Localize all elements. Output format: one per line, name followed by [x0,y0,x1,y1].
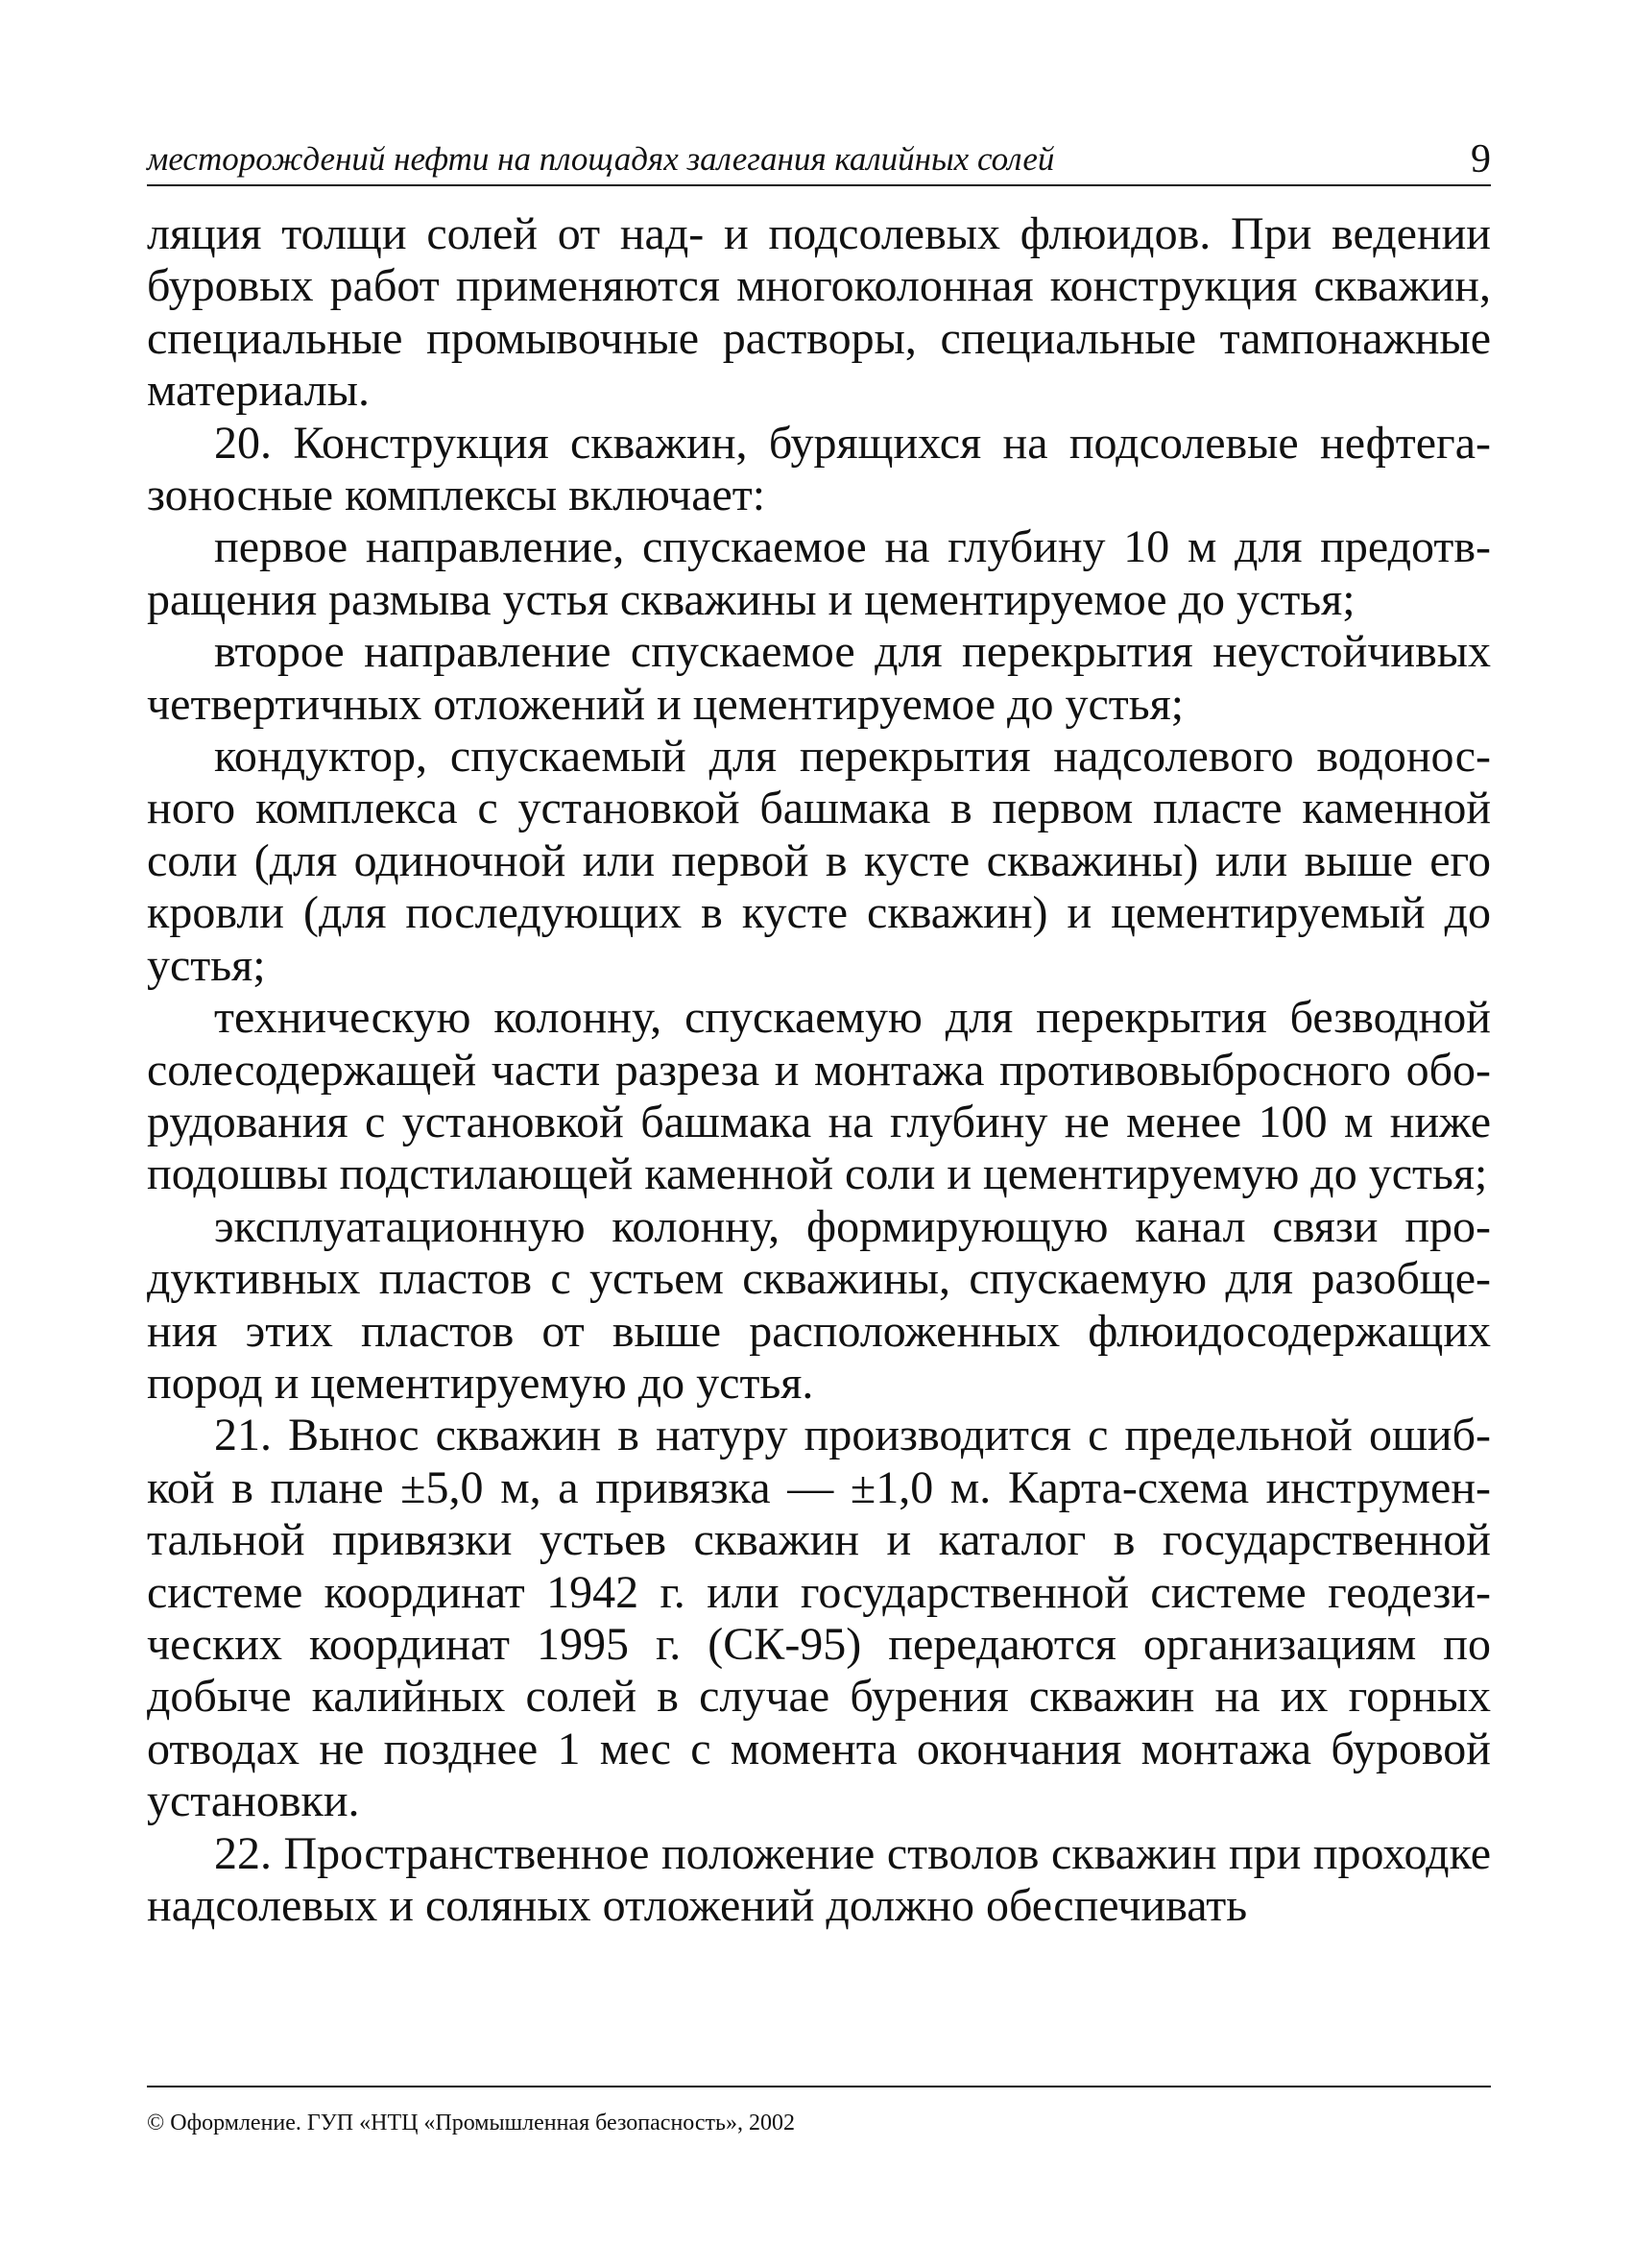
paragraph-second-direction: второе направление спускаемое для перекрытия неустойчивых четвертичных отложений и цементируемое до устья; [147,626,1491,730]
body-text [147,208,1491,1932]
paragraph-technical-casing: техническую колонну, спускаемую для перекрытия безводной солесодержащей части разреза и монтажа противовыбросного оборудования с установкой башмака на глубину не менее 100 м ниже подошвы подстилающей каменной соли и цементируемую до устья; [147,992,1491,1200]
paragraph-item-20: 20. Конструкция скважин, бурящихся на подсолевые нефтегазоносные комплексы включает: [147,417,1491,521]
paragraph-item-21: 21. Вынос скважин в натуру производится с предельной ошибкой в плане ±5,0 м, а привязка — ±1,0 м. Карта-схема инструментальной привязки устьев скважин и каталог в государственной системе координат 1942 г. или государственной системе геодезических координат 1995 г. (СК-95) передаются организациям по добыче калийных солей в случае бурения скважин на их горных отводах не позднее 1 мес с момента окончания монтажа буровой установки. [147,1410,1491,1827]
paragraph-conductor: кондуктор, спускаемый для перекрытия надсолевого водоносного комплекса с установкой башмака в первом пласте каменной соли (для одиночной или первой в кусте скважины) или выше его кровли (для последующих в кусте скважин) и цементируемый до устья; [147,731,1491,991]
running-title: месторождений нефти на площадях залегания калийных солей [147,140,1055,178]
paragraph-first-direction: первое направление, спускаемое на глубину 10 м для предотвращения размыва устья скважины и цементируемое до устья; [147,521,1491,625]
footer-divider [147,2086,1491,2087]
page-number: 9 [1471,137,1491,181]
running-header [147,125,1491,186]
page-content [147,125,1491,2141]
paragraph-production-casing: эксплуатационную колонну, формирующую канал связи продуктивных пластов с устьем скважины, спускаемую для разобщения этих пластов от выше расположенных флюидосодержащих пород и цементируемую до устья. [147,1200,1491,1409]
footer-copyright: © Оформление. ГУП «НТЦ «Промышленная безопасность», 2002 [147,2111,795,2135]
paragraph-item-22: 22. Пространственное положение стволов скважин при проходке надсолевых и соляных отложений должно обеспечивать [147,1827,1491,1931]
paragraph-continuation: ляция толщи солей от над- и подсолевых флюидов. При ведении буровых работ применяются многоколонная конструкция скважин, специальные промывочные растворы, специальные тампонажные материалы. [147,208,1491,417]
